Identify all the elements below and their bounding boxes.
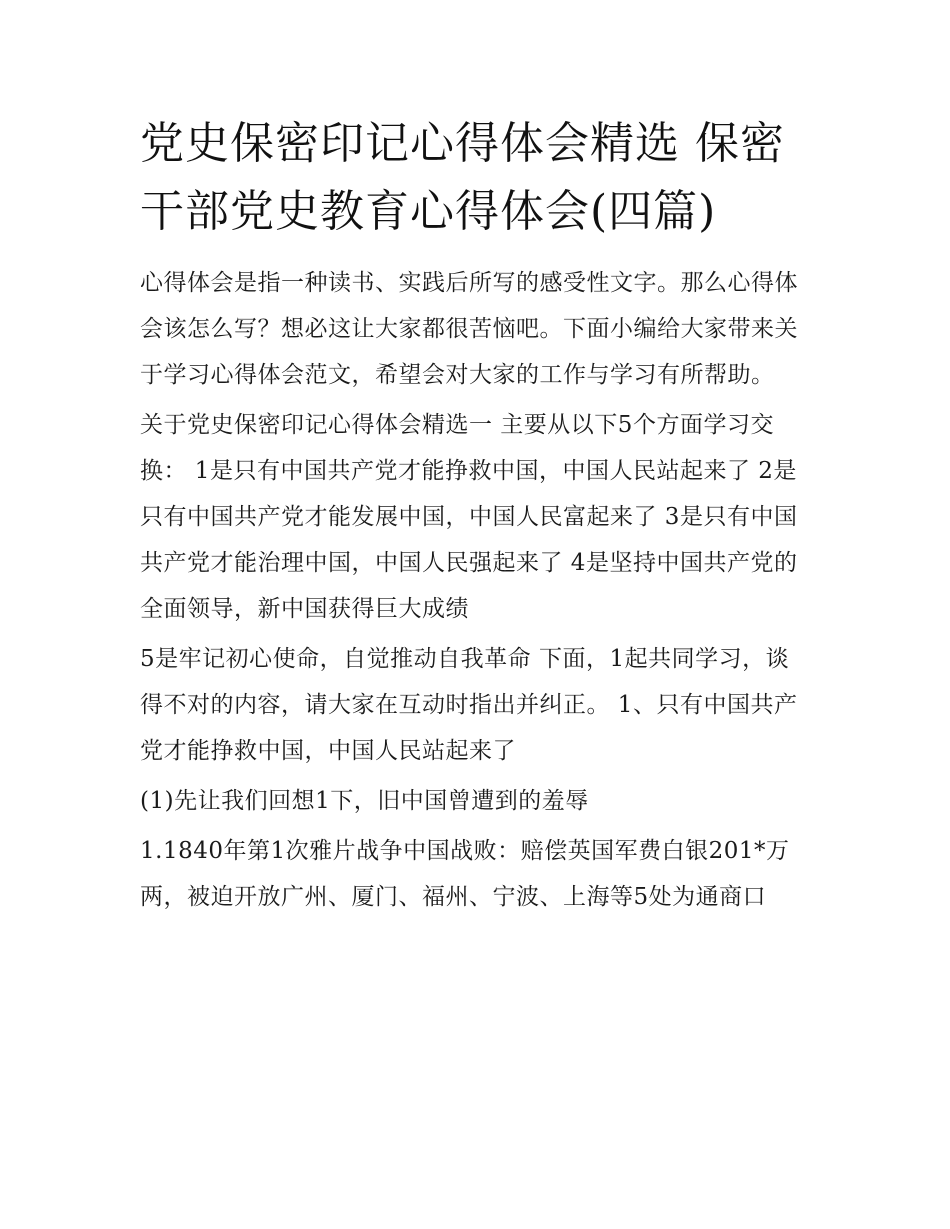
document-title: 党史保密印记心得体会精选 保密干部党史教育心得体会(四篇) [140, 118, 785, 237]
paragraph-section-heading: (1)先让我们回想1下，旧中国曾遭到的羞辱 [140, 788, 589, 814]
paragraph-intro: 心得体会是指一种读书、实践后所写的感受性文字。那么心得体会该怎么写？想必这让大家都很苦恼吧。下面小编给大家带来关于学习心得体会范文，希望会对大家的工作与学习有所帮助。 [140, 270, 798, 388]
paragraph-study-points: 关于党史保密印记心得体会精选一 主要从以下5个方面学习交换： 1是只有中国共产党才能挣救中国，中国人民站起来了 2是只有中国共产党才能发展中国，中国人民富起来了 3是只有中国共产党才能治理中国，中国人民强起来了 4是坚持中国共产党的全面领导，新中国获得巨大成绩 [140, 412, 798, 622]
paragraph-opium-war: 1.1840年第1次雅片战争中国战败：赔偿英国军费白银201*万两，被迫开放广州、厦门、福州、宁波、上海等5处为通商口 [140, 838, 790, 910]
document-page [140, 110, 812, 920]
paragraph-point-five: 5是牢记初心使命，自觉推动自我革命 下面，1起共同学习，谈得不对的内容，请大家在互动时指出并纠正。 1、只有中国共产党才能挣救中国，中国人民站起来了 [140, 646, 798, 764]
